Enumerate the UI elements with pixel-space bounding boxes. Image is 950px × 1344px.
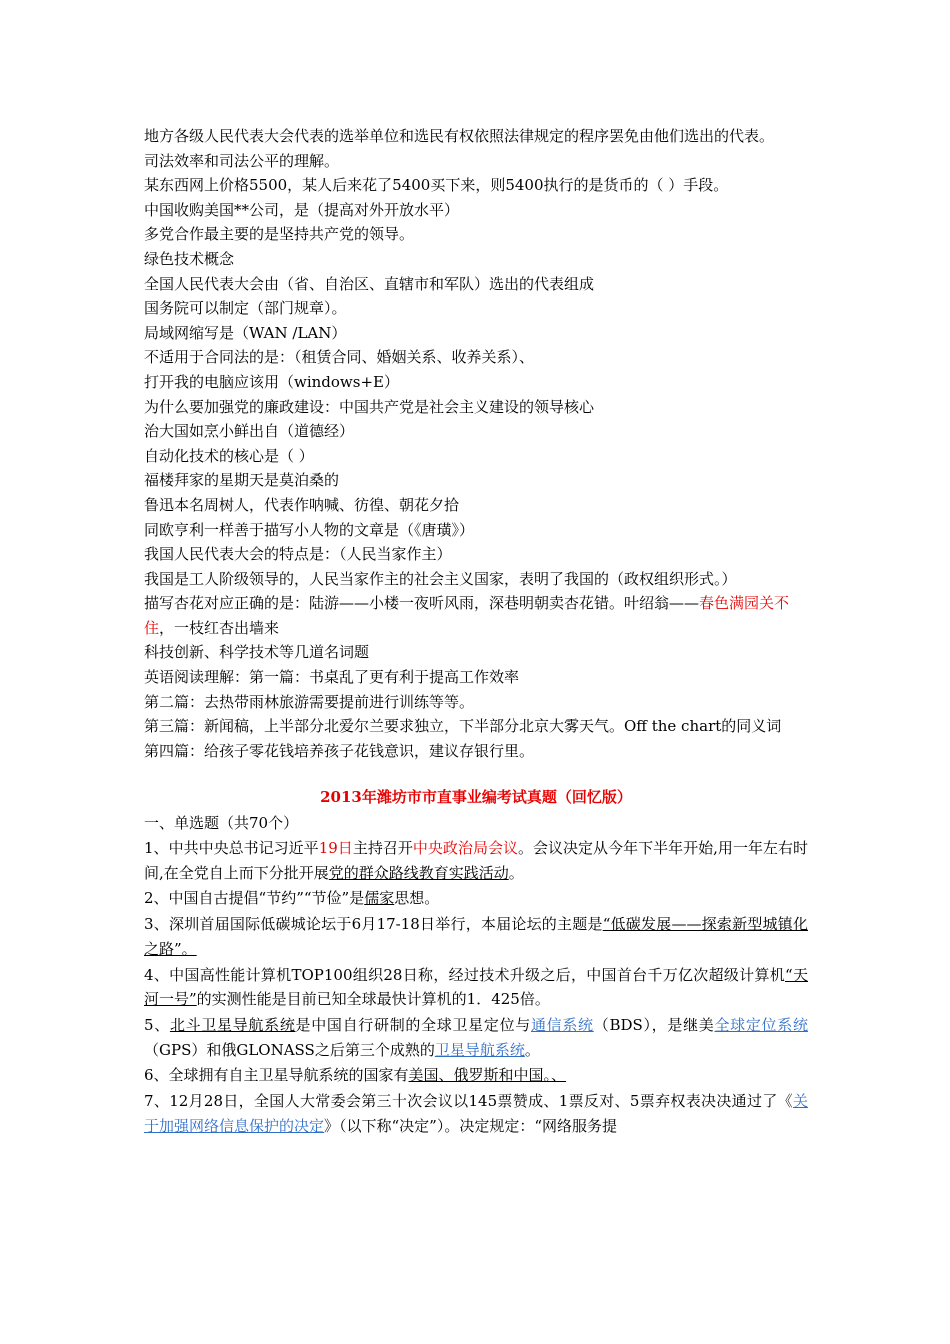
q1-answer: 党的群众路线教育实践活动 [328, 863, 509, 882]
note-line: 全国人民代表大会由（省、自治区、直辖市和军队）选出的代表组成 [144, 274, 595, 293]
q3-text: 3、深圳首届国际低碳城论坛于6月17-18日举行，本届论坛的主题是 [144, 915, 603, 934]
q5-link-gps[interactable]: 全球定位系统 [714, 1015, 808, 1034]
q5-text-2: （BDS），是继美 [593, 1015, 715, 1034]
note-line: 我国人民代表大会的特点是：（人民当家作主） [144, 545, 452, 564]
note-line: 科技创新、科学技术等几道名词题 [144, 643, 370, 662]
note-line: 鲁迅本名周树人，代表作呐喊、彷徨、朝花夕拾 [144, 495, 460, 514]
q4-end: 的实测性能是目前已知全球最快计算机的1．425倍。 [196, 990, 550, 1009]
note-line: 打开我的电脑应该用（windows+E） [144, 372, 399, 391]
question-7 [144, 1089, 808, 1138]
note-line: 中国收购美国**公司，是（提高对外开放水平） [144, 200, 460, 219]
q2-end: 思想。 [394, 889, 440, 908]
q7-text: 7、12月28日，全国人大常委会第三十次会议以145票赞成、1票反对、5票弃权表决决通过了《 [144, 1092, 793, 1111]
q2-answer: 儒家 [364, 889, 395, 908]
q4-answer: “天河一号” [144, 965, 808, 1009]
q5-answer: 北斗卫星导航系统 [169, 1015, 296, 1034]
question-5 [144, 1013, 808, 1062]
question-3 [144, 912, 808, 961]
note-line: 第四篇：给孩子零花钱培养孩子花钱意识，建议存银行里。 [144, 741, 535, 760]
q1-text-3: 。会议决定从今年下半年开始,用一年左右时间,在全党自上而下分批开展 [144, 839, 808, 882]
note-line: 同欧亨利一样善于描写小人物的文章是（《唐璜》） [144, 520, 475, 539]
apricot-text: 描写杏花对应正确的是：陆游——小楼一夜听风雨，深巷明朝卖杏花错。叶绍翁—— [144, 594, 700, 613]
note-line: 第二篇：去热带雨林旅游需要提前进行训练等等。 [144, 692, 475, 711]
q1-text: 1、中共中央总书记习近平 [144, 839, 319, 858]
q3-answer: “低碳发展——探索新型城镇化之路”。 [144, 915, 808, 958]
q6-answer: 美国、俄罗斯和中国。、 [408, 1066, 567, 1085]
note-line: 不适用于合同法的是：（租赁合同、婚姻关系、收养关系）、 [144, 348, 535, 367]
q1-end: 。 [508, 863, 524, 882]
q1-date: 19日 [318, 839, 353, 858]
document-page [144, 124, 808, 1138]
note-line: 多党合作最主要的是坚持共产党的领导。 [144, 225, 415, 244]
q5-num: 5、 [144, 1015, 170, 1034]
note-line: 为什么要加强党的廉政建设：中国共产党是社会主义建设的领导核心 [144, 397, 595, 416]
note-line: 我国是工人阶级领导的，人民当家作主的社会主义国家，表明了我国的（政权组织形式。） [144, 569, 737, 588]
note-line: 局域网缩写是（WAN /LAN） [144, 323, 347, 342]
question-6 [144, 1063, 808, 1088]
note-line: 英语阅读理解：第一篇：书桌乱了更有利于提高工作效率 [144, 668, 520, 687]
note-line: 福楼拜家的星期天是莫泊桑的 [144, 471, 340, 490]
question-4 [144, 963, 808, 1012]
q7-end: 》（以下称“决定”）。决定规定：“网络服务提 [324, 1116, 618, 1135]
q5-link-communication[interactable]: 通信系统 [530, 1015, 594, 1034]
q7-link-decision[interactable]: 关于加强网络信息保护的决定 [144, 1092, 808, 1135]
q4-text: 4、中国高性能计算机TOP100组织28日称，经过技术升级之后，中国首台千万亿次超级计算机 [144, 965, 786, 984]
q1-meeting: 中央政治局会议 [412, 839, 518, 858]
section-heading: 一、单选题（共70个） [144, 814, 299, 833]
apricot-line [144, 591, 808, 640]
note-line: 第三篇：新闻稿，上半部分北爱尔兰要求独立，下半部分北京大雾天气。Off the chart的同义词 [144, 717, 782, 736]
question-1 [144, 836, 808, 885]
note-line: 某东西网上价格5500，某人后来花了5400买下来，则5400执行的是货币的（ ）手段。 [144, 176, 729, 195]
note-line: 绿色技术概念 [144, 249, 235, 268]
note-line: 地方各级人民代表大会代表的选举单位和选民有权依照法律规定的程序罢免由他们选出的代表。 [144, 127, 775, 145]
q2-text: 2、中国自古提倡“节约”“节俭”是 [144, 889, 365, 908]
question-2 [144, 886, 808, 911]
note-line: 治大国如烹小鲜出自（道德经） [144, 422, 355, 441]
note-line: 国务院可以制定（部门规章）。 [144, 299, 347, 318]
note-line: 自动化技术的核心是（ ） [144, 446, 314, 465]
q5-link-navigation[interactable]: 卫星导航系统 [434, 1040, 525, 1059]
q5-text-3: （GPS）和俄GLONASS之后第三个成熟的 [144, 1040, 435, 1059]
note-line: 司法效率和司法公平的理解。 [144, 151, 340, 170]
exam-title: 2013年潍坊市市直事业编考试真题（回忆版） [320, 788, 632, 807]
apricot-text-end: ，一枝红杏出墙来 [159, 618, 280, 637]
q1-text-2: 主持召开 [352, 839, 413, 858]
q5-end: 。 [524, 1040, 540, 1059]
apricot-highlight: 春色满园关不住 [144, 594, 790, 637]
q5-text: 是中国自行研制的全球卫星定位与 [295, 1015, 531, 1034]
q6-text: 6、全球拥有自主卫星导航系统的国家有 [144, 1066, 409, 1085]
